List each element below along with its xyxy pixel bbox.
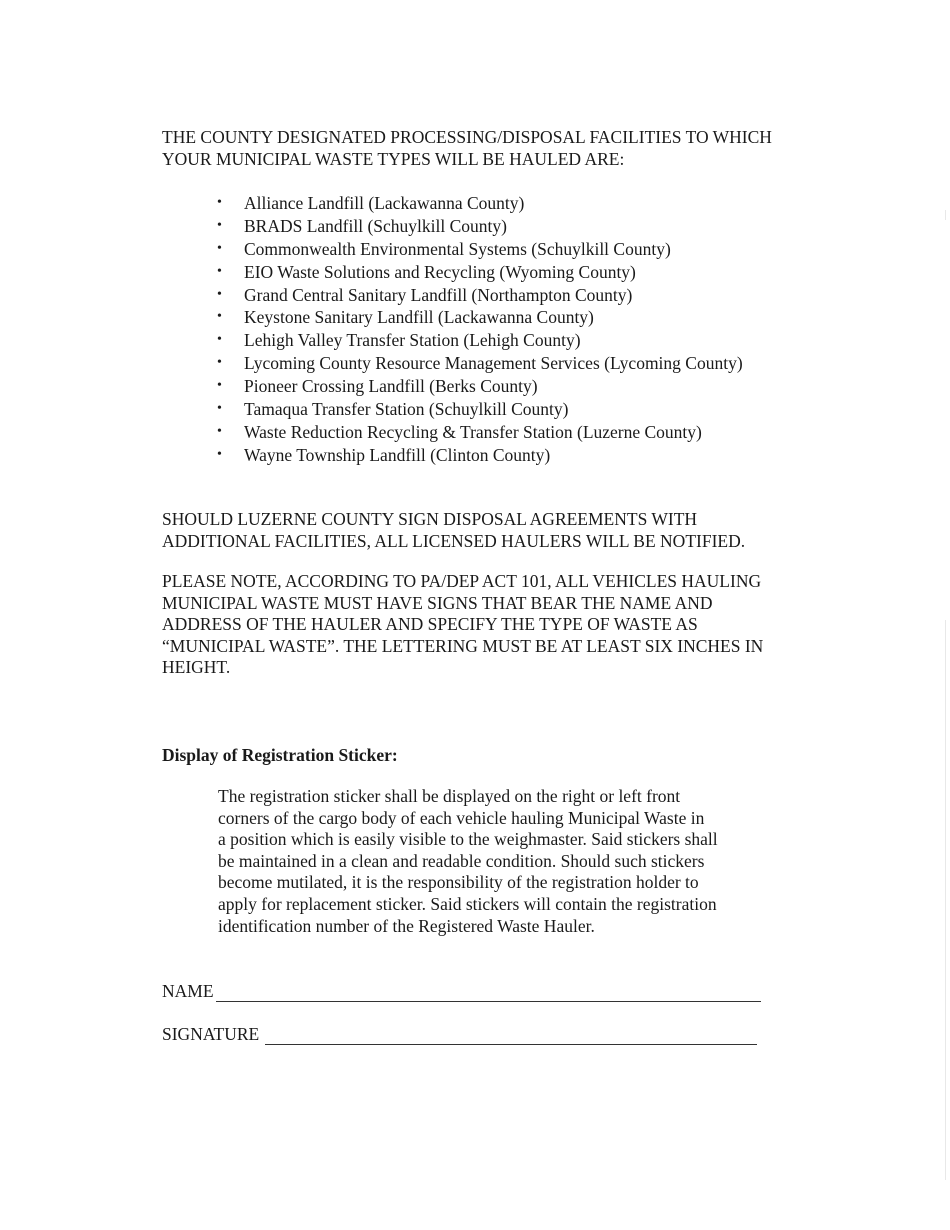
paragraph-line: corners of the cargo body of each vehicle hauling Municipal Waste in (218, 807, 705, 828)
facility-name: Wayne Township Landfill (Clinton County) (244, 444, 551, 465)
facility-name: Pioneer Crossing Landfill (Berks County) (244, 376, 538, 397)
facility-name: Commonwealth Environmental Systems (Schuylkill County) (244, 238, 671, 259)
list-item (214, 215, 743, 238)
list-item (214, 375, 743, 398)
paragraph-line: a position which is easily visible to the weighmaster. Said stickers shall (218, 829, 718, 850)
paragraph-line: The registration sticker shall be displayed on the right or left front (218, 786, 681, 806)
facilities-list (214, 192, 743, 467)
facilities-heading (162, 126, 772, 170)
sticker-paragraph (218, 786, 718, 937)
sticker-section-title: Display of Registration Sticker: (162, 745, 398, 765)
facility-name: EIO Waste Solutions and Recycling (Wyoming County) (244, 261, 636, 282)
signs-notice (162, 571, 763, 679)
signature-field[interactable] (265, 1024, 757, 1045)
signature-row (162, 1023, 757, 1045)
bullet-icon: • (217, 355, 222, 371)
list-item (214, 284, 743, 307)
heading-line: YOUR MUNICIPAL WASTE TYPES WILL BE HAULED ARE: (162, 149, 625, 169)
notice-line: SHOULD LUZERNE COUNTY SIGN DISPOSAL AGREEMENTS WITH (162, 509, 698, 529)
name-label: NAME (162, 981, 214, 1001)
scan-artifact (945, 620, 946, 1180)
facility-name: BRADS Landfill (Schuylkill County) (244, 215, 507, 236)
bullet-icon: • (217, 446, 222, 462)
bullet-icon: • (217, 401, 222, 417)
list-item (214, 329, 743, 352)
bullet-icon: • (217, 240, 222, 256)
facility-name: Keystone Sanitary Landfill (Lackawanna County) (244, 307, 594, 328)
bullet-icon: • (217, 332, 222, 348)
list-item (214, 444, 743, 467)
bullet-icon: • (217, 217, 222, 233)
notice-line: MUNICIPAL WASTE MUST HAVE SIGNS THAT BEAR THE NAME AND (162, 592, 713, 613)
bullet-icon: • (217, 378, 222, 394)
facility-name: Grand Central Sanitary Landfill (Northampton County) (244, 284, 633, 305)
signature-label: SIGNATURE (162, 1024, 260, 1044)
notice-line: HEIGHT. (162, 657, 231, 677)
paragraph-line: become mutilated, it is the responsibility of the registration holder to (218, 872, 699, 893)
name-row (162, 980, 761, 1002)
bullet-icon: • (217, 195, 222, 210)
list-item (214, 421, 743, 444)
paragraph-line: identification number of the Registered Waste Hauler. (218, 915, 595, 936)
paragraph-line: apply for replacement sticker. Said stickers will contain the registration (218, 893, 717, 914)
bullet-icon: • (217, 309, 222, 325)
list-item (214, 192, 743, 215)
scan-artifact (945, 210, 946, 220)
notice-line: PLEASE NOTE, ACCORDING TO PA/DEP ACT 101, ALL VEHICLES HAULING (162, 571, 762, 591)
bullet-icon: • (217, 286, 222, 302)
bullet-icon: • (217, 423, 222, 439)
list-item (214, 398, 743, 421)
facility-name: Tamaqua Transfer Station (Schuylkill County) (244, 399, 569, 420)
facility-name: Alliance Landfill (Lackawanna County) (244, 193, 525, 213)
notice-line: ADDRESS OF THE HAULER AND SPECIFY THE TYPE OF WASTE AS (162, 614, 698, 634)
paragraph-line: be maintained in a clean and readable condition. Should such stickers (218, 850, 705, 871)
heading-line: THE COUNTY DESIGNATED PROCESSING/DISPOSAL FACILITIES TO WHICH (162, 127, 772, 147)
facility-name: Waste Reduction Recycling & Transfer Station (Luzerne County) (244, 421, 702, 442)
list-item (214, 261, 743, 284)
list-item (214, 352, 743, 375)
list-item (214, 306, 743, 329)
notice-line: ADDITIONAL FACILITIES, ALL LICENSED HAULERS WILL BE NOTIFIED. (162, 531, 746, 551)
list-item (214, 238, 743, 261)
name-field[interactable] (216, 981, 761, 1002)
agreements-notice (162, 508, 745, 552)
bullet-icon: • (217, 263, 222, 279)
facility-name: Lehigh Valley Transfer Station (Lehigh County) (244, 330, 581, 351)
facility-name: Lycoming County Resource Management Services (Lycoming County) (244, 353, 743, 374)
notice-line: “MUNICIPAL WASTE”. THE LETTERING MUST BE AT LEAST SIX INCHES IN (162, 635, 764, 656)
